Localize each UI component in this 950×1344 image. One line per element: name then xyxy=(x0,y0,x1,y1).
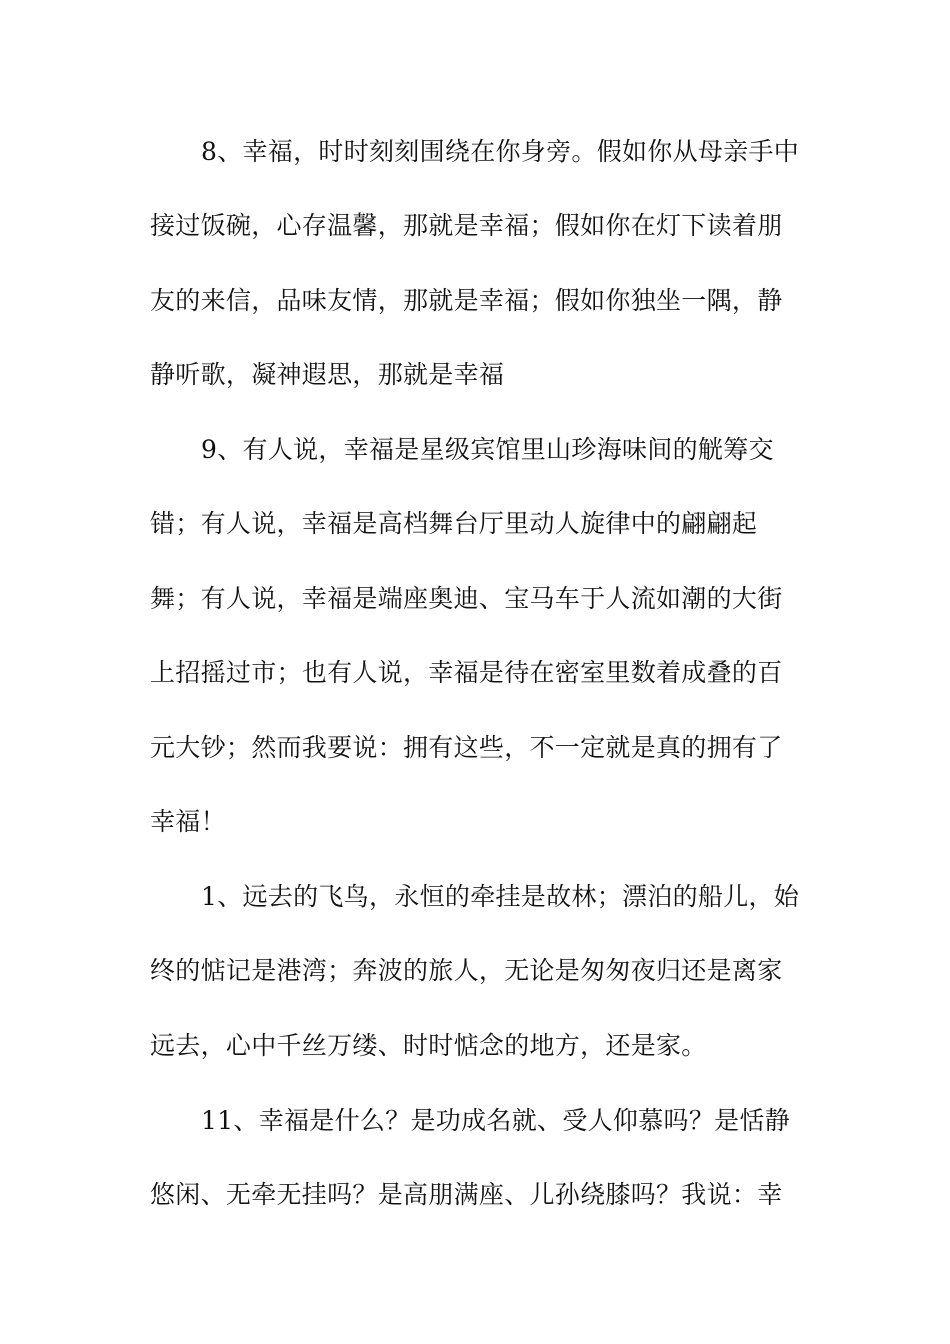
paragraph-1-line-1: 1、远去的飞鸟，永恒的牵挂是故林；漂泊的船儿，始 xyxy=(201,882,800,911)
paragraph-11-line-1: 11、幸福是什么？是功成名就、受人仰慕吗？是恬静 xyxy=(201,1106,791,1135)
paragraph-11-line-2: 悠闲、无牵无挂吗？是高朋满座、儿孙绕膝吗？我说：幸 xyxy=(150,1180,783,1209)
paragraph-9-line-2: 错；有人说，幸福是高档舞台厅里动人旋律中的翩翩起 xyxy=(150,509,758,538)
paragraph-1-line-2: 终的惦记是港湾；奔波的旅人，无论是匆匆夜归还是离家 xyxy=(150,956,783,985)
paragraph-8-line-4: 静听歌，凝神遐思，那就是幸福 xyxy=(150,360,505,389)
paragraph-9-line-1: 9、有人说，幸福是星级宾馆里山珍海味间的觥筹交 xyxy=(201,435,774,464)
paragraph-9-line-5: 元大钞；然而我要说：拥有这些，不一定就是真的拥有了 xyxy=(150,733,783,762)
paragraph-8-line-1: 8、幸福，时时刻刻围绕在你身旁。假如你从母亲手中 xyxy=(201,137,800,166)
paragraph-1-line-3: 远去，心中千丝万缕、时时惦念的地方，还是家。 xyxy=(150,1031,707,1060)
paragraph-9-line-3: 舞；有人说，幸福是端座奥迪、宝马车于人流如潮的大街 xyxy=(150,584,783,613)
paragraph-9-line-6: 幸福！ xyxy=(150,807,226,836)
paragraph-8-line-3: 友的来信，品味友情，那就是幸福；假如你独坐一隅，静 xyxy=(150,286,783,315)
paragraph-8-line-2: 接过饭碗，心存温馨，那就是幸福；假如你在灯下读着朋 xyxy=(150,211,783,240)
paragraph-9-line-4: 上招摇过市；也有人说，幸福是待在密室里数着成叠的百 xyxy=(150,658,783,687)
